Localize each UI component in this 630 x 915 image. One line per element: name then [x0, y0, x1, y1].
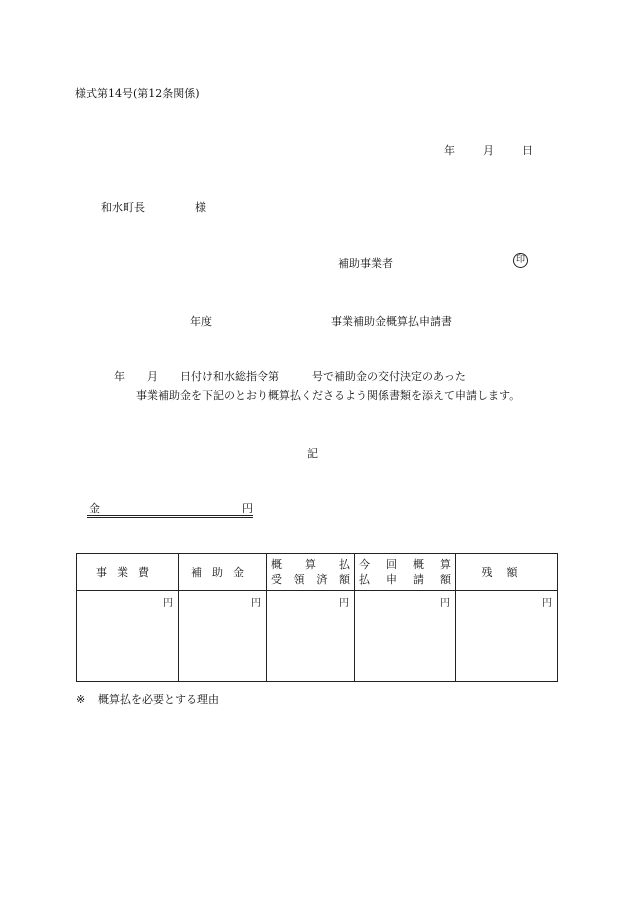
- date-day-label: 日: [522, 144, 533, 157]
- seal-mark: 印: [513, 253, 528, 268]
- addressee: [101, 199, 206, 215]
- cell-balance[interactable]: 円: [456, 591, 558, 682]
- reason-note: [76, 691, 219, 707]
- header-subsidy: 補助金: [179, 554, 267, 591]
- ki-heading: 記: [307, 447, 318, 460]
- body-line-1: 年 月 日付け和水総指令第 号で補助金の交付決定のあった: [114, 370, 466, 383]
- header-received-amount: 概 算 払 受領済額: [267, 554, 355, 591]
- date-line: [444, 142, 533, 158]
- header-project-cost: 事業費: [77, 554, 179, 591]
- body-line-2: 事業補助金を下記のとおり概算払くださるよう関係書類を添えて申請します。: [136, 389, 521, 402]
- table-row: [77, 591, 558, 682]
- date-year-label: 年: [444, 144, 455, 157]
- cell-subsidy[interactable]: 円: [179, 591, 267, 682]
- addressee-name: 和水町長: [101, 201, 145, 214]
- header-current-request: 今回概算 払申請額: [355, 554, 456, 591]
- cell-project-cost[interactable]: 円: [77, 591, 179, 682]
- date-month-label: 月: [483, 144, 494, 157]
- amount-field: [87, 500, 253, 518]
- applicant-label: 補助事業者: [338, 257, 393, 270]
- table-header-row: [77, 554, 558, 591]
- amount-label: 金: [89, 502, 100, 515]
- document-title: 事業補助金概算払申請書: [331, 315, 452, 328]
- title-year-label: 年度: [190, 315, 212, 328]
- amount-unit: 円: [242, 502, 253, 515]
- note-text: 概算払を必要とする理由: [98, 693, 219, 706]
- cell-current-request[interactable]: 円: [355, 591, 456, 682]
- cell-received-amount[interactable]: 円: [267, 591, 355, 682]
- header-balance: 残額: [456, 554, 558, 591]
- note-mark: ※: [76, 693, 86, 706]
- form-number: 様式第14号(第12条関係): [75, 87, 200, 100]
- addressee-honorific: 様: [195, 201, 206, 214]
- payment-table: [76, 553, 558, 682]
